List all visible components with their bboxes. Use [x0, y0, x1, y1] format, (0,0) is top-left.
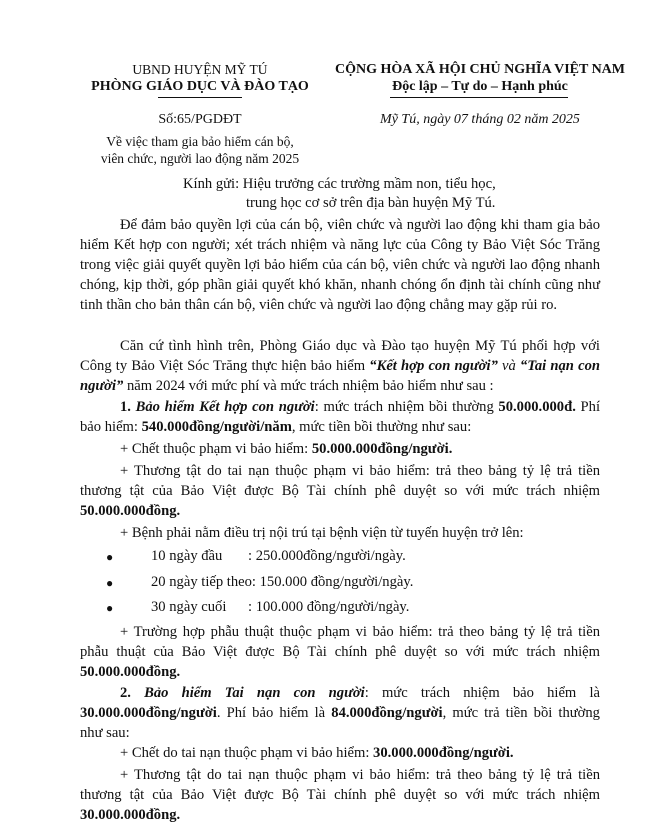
bullet-dot: ●	[106, 550, 114, 564]
paragraph-purpose: Để đảm bảo quyền lợi của cán bộ, viên chức và người lao động khi tham gia bảo hiểm Kết hợp con người; xét trách nhiệm và năng lực của Công ty Bảo Việt Sóc Trăng trong việc giải quyết quyền lợi bảo hiểm của cán bộ, viên chức và người lao động nhanh chóng, kịp thời, góp phần giải quyết khó khăn, nhanh chóng ổn định tài chính cũng như tinh thần cho bản thân cán bộ, viên chức và người lao động chẳng may gặp rủi ro.	[80, 217, 600, 313]
section-2-heading: 2. Bảo hiểm Tai nạn con người: mức trách nhiệm bảo hiểm là 30.000.000đồng/người. Phí bảo hiểm là 84.000đồng/người, mức trả tiền bồi thường như sau:	[80, 685, 600, 741]
national-title: CỘNG HÒA XÃ HỘI CHỦ NGHĨA VIỆT NAM	[334, 62, 625, 77]
section-1-surgery: + Trường hợp phẫu thuật thuộc phạm vi bảo hiểm: trả theo bảng tỷ lệ trả tiền phẫu thuật của Bảo Việt được Bộ Tài chính phê duyệt so với mức trách nhiệm 50.000.000đồng.	[80, 624, 600, 680]
subject-line-1: Về việc tham gia bảo hiểm cán bộ,	[106, 134, 294, 149]
section-2-injury: + Thương tật do tai nạn thuộc phạm vi bảo hiểm: trả theo bảng tỷ lệ trả tiền thương tật của Bảo Việt được Bộ Tài chính phê duyệt so với mức trách nhiệm 30.000.000đồng.	[80, 767, 600, 823]
section-1-injury: + Thương tật do tai nạn thuộc phạm vi bảo hiểm: trả theo bảng tỷ lệ trả tiền thương tật của Bảo Việt được Bộ Tài chính phê duyệt so với mức trách nhiệm 50.000.000đồng.	[80, 463, 600, 519]
national-motto: Độc lập – Tự do – Hạnh phúc	[392, 79, 568, 94]
motto-underline	[390, 97, 568, 98]
section-2-death: + Chết do tai nạn thuộc phạm vi bảo hiểm: 30.000.000đồng/người.	[120, 745, 514, 761]
agency-parent: UBND HUYỆN MỸ TÚ	[132, 62, 268, 77]
document-number: Số:65/PGDĐT	[158, 112, 242, 127]
section-1-hospital: + Bệnh phải nằm điều trị nội trú tại bệnh viện từ tuyến huyện trở lên:	[120, 525, 524, 541]
bullet-dot: ●	[106, 576, 114, 590]
bullet-item-2: 20 ngày tiếp theo: 150.000 đồng/người/ngày.	[151, 574, 414, 590]
subject-line-2: viên chức, người lao động năm 2025	[100, 151, 300, 166]
bullet-item-1: 10 ngày đầu : 250.000đồng/người/ngày.	[151, 548, 406, 564]
recipient-line-2: trung học cơ sở trên địa bàn huyện Mỹ Tú.	[246, 195, 496, 211]
bullet-dot: ●	[106, 601, 114, 615]
agency-name: PHÒNG GIÁO DỤC VÀ ĐÀO TẠO	[91, 79, 309, 94]
bullet-item-3: 30 ngày cuối : 100.000 đồng/người/ngày.	[151, 599, 410, 615]
paragraph-basis: Căn cứ tình hình trên, Phòng Giáo dục và Đào tạo huyện Mỹ Tú phối hợp với Công ty Bảo Việt Sóc Trăng thực hiện bảo hiểm “Kết hợp con người” và “Tai nạn con người” năm 2024 với mức phí và mức trách nhiệm bảo hiểm như sau :	[80, 338, 600, 394]
recipient-line-1: Kính gửi: Hiệu trưởng các trường mầm non, tiểu học,	[183, 176, 496, 192]
section-1-heading: 1. Bảo hiểm Kết hợp con người: mức trách nhiệm bồi thường 50.000.000đ. Phí bảo hiểm: 540.000đồng/người/năm, mức tiền bồi thường như sau:	[80, 399, 600, 435]
document-date: Mỹ Tú, ngày 07 tháng 02 năm 2025	[380, 112, 580, 127]
agency-underline	[158, 97, 242, 98]
section-1-death: + Chết thuộc phạm vi bảo hiểm: 50.000.000đồng/người.	[120, 441, 453, 457]
